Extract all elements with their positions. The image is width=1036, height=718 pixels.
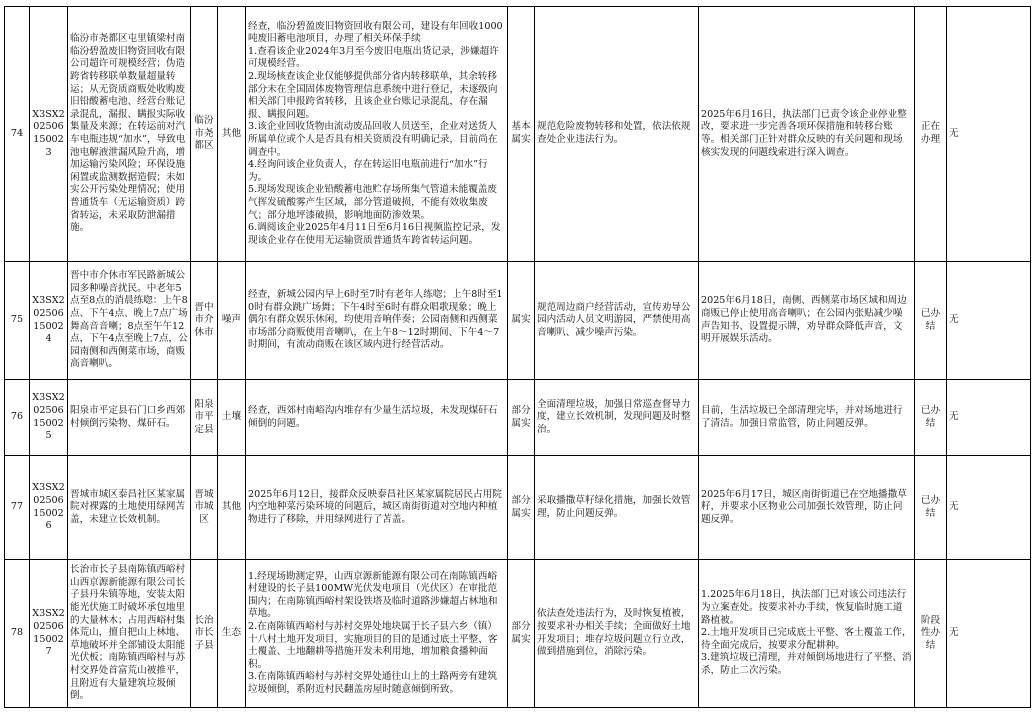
accountability: 无: [947, 560, 1031, 708]
accountability: 无: [947, 7, 1031, 262]
complaint-content: 阳泉市平定县石门口乡西郊村倾倒污染物、煤矸石。: [68, 380, 191, 456]
administrative-region: 临汾市尧都区: [191, 7, 218, 262]
rectification-progress: 2025年6月17日，城区南街街道已在空地播撒草籽，并要求小区物业公司加强长效管理，防止问题反弹。: [699, 456, 915, 560]
case-code: X3SX2 02506 15002 6: [30, 456, 68, 560]
complaint-content: 长治市长子县南陈镇西峪村山西京源新能源有限公司长子县丹朱镇等地，安装太阳能光伏施工时破坏承包地里的大量林木；占用西峪村集体荒山，擅自把山上林地、草地破坏并全部铺设太阳能光伏板；南陈镇西峪村与苏村交界处首富荒山被推平，且附近有大量建筑垃圾倾倒。: [68, 560, 191, 708]
accountability: 无: [947, 456, 1031, 560]
handling-measures: 采取播撒草籽绿化措施，加强长效管理，防止问题反弹。: [535, 456, 699, 560]
investigation-findings: 1.经现场勘测定界，山西京源新能源有限公司在南陈镇西峪村建设的长子县100MW光伏发电项目（光伏区）在审批范围内；在南陈镇西峪村架设铁塔及临时道路涉嫌超占林地和草地。 2.在南陈镇西峪村与苏村交界处地块属于长子县六乡（镇）十八村土地开发项目，实施项目的目的是通过底土平整、客土覆盖、土地翻耕等措施开发未利用地，增加粮食播种面积。 3.在南陈镇西峪村与苏村交界处通往山上的土路两旁有建筑垃圾倾倒，系附近村民翻盖房屋时随意倾倒所致。: [246, 560, 508, 708]
administrative-region: 晋中市介休市: [191, 262, 218, 380]
investigation-findings: 2025年6月12日，接群众反映泰昌社区某家属院居民占用院内空地种菜污染环境的问题后，城区南街街道对空地内种植物进行了移除，并用绿网进行了苫盖。: [246, 456, 508, 560]
case-status: 已办结: [915, 380, 947, 456]
investigation-findings: 经查，新城公园内早上6时至7时有老年人练唿；上午8时至10时有群众跳广场舞；下午4时至6时有群众唱歌现象；晚上偶尔有群众娱乐休闲，均使用音响伴奏；公园南侧和西侧菜市场部分商贩使用音喇叭，在上午8～12时期间、下午4～7时期间，有流动商贩在该区域内进行经营活动。: [246, 262, 508, 380]
handling-measures: 规范周边商户经营活动，宣传劝导公园内活动人员文明游园，严禁使用高音喇叭、减少噪声污染。: [535, 262, 699, 380]
row-number: 76: [5, 380, 30, 456]
document-page: [4, 6, 1031, 708]
case-status: 已办结: [915, 456, 947, 560]
administrative-region: 长治市长子县: [191, 560, 218, 708]
verification-result: 属实: [508, 262, 535, 380]
verification-result: 基本属实: [508, 7, 535, 262]
case-status: 正在办理: [915, 7, 947, 262]
case-code: X3SX2 02506 15002 5: [30, 380, 68, 456]
case-status: 阶段性办结: [915, 560, 947, 708]
case-code: X3SX2 02506 15002 7: [30, 560, 68, 708]
pollution-type: 土壤: [218, 380, 246, 456]
investigation-findings: 经查，西郊村南峪沟内堆存有少量生活垃圾，未发现煤矸石倾倒的问题。: [246, 380, 508, 456]
table-row: [5, 456, 1031, 560]
pollution-type: 其他: [218, 456, 246, 560]
accountability: 无: [947, 262, 1031, 380]
complaint-content: 晋城市城区泰昌社区某家属院对裸露的土地使用绿网苫盖，未建立长效机制。: [68, 456, 191, 560]
supervision-table: [4, 6, 1031, 708]
administrative-region: 晋城市城区: [191, 456, 218, 560]
row-number: 74: [5, 7, 30, 262]
verification-result: 部分属实: [508, 560, 535, 708]
case-code: X3SX2 02506 15002 3: [30, 7, 68, 262]
administrative-region: 阳泉市平定县: [191, 380, 218, 456]
row-number: 75: [5, 262, 30, 380]
handling-measures: 规范危险废物转移和处置，依法依规查处企业违法行为。: [535, 7, 699, 262]
accountability: 无: [947, 380, 1031, 456]
table-body: [5, 7, 1031, 708]
table-row: [5, 560, 1031, 708]
row-number: 78: [5, 560, 30, 708]
handling-measures: 全面清理垃圾，加强日常巡查督导力度，建立长效机制，发现问题及时整治。: [535, 380, 699, 456]
table-row: [5, 7, 1031, 262]
handling-measures: 依法查处违法行为，及时恢复植被，按要求补办相关手续；全面做好土地开发项目；堆存垃圾问题立行立改，做到措施到位，消除污染。: [535, 560, 699, 708]
complaint-content: 晋中市介休市军民路新城公园多种噪音扰民。中老年5点至8点的消晨练唿：上午8点、下午4点、晚上7点广场舞高音音喇；8点至午午12点，下午4点至晚上7点，公园南侧和西侧菜市场，商贩高音喇叭。: [68, 262, 191, 380]
pollution-type: 生态: [218, 560, 246, 708]
table-row: [5, 262, 1031, 380]
rectification-progress: 2025年6月16日，执法部门已责令该企业停业整改，要求进一步完善各项环保措施和转移台账等。相关部门正针对群众反映的有关问题和现场核实发现的问题线索进行深入调查。: [699, 7, 915, 262]
table-row: [5, 380, 1031, 456]
verification-result: 部分属实: [508, 380, 535, 456]
rectification-progress: 1.2025年6月18日，执法部门已对该公司违法行为立案查处。按要求补办手续，恢复临时施工道路植被。 2.土地开发项目已完成底土平整、客土覆盖工作，待全面完成后，按要求分配耕种。 3.建筑垃圾已清理，并对倾倒场地进行了平整、消杀，防止二次污染。: [699, 560, 915, 708]
investigation-findings: 经查，临汾碧盈废旧物资回收有限公司，建设有年回收1000吨废旧蓄电池项目，办理了相关环保手续 1.查看该企业2024年3月至今废旧电瓶出货记录，涉嫌超许可规模经营。 2.现场核查该企业仅能够提供部分省内转移联单，其余转移部分未在全国固体废物管理信息系统中进行登记，未逐级向相关部门申报跨省转移，且该企业台账记录混乱，存在漏报、瞒报问题。 3.该企业回收货物由流动废品回收人员送至，企业对送货人所属单位或个人是否具有相关资质没有明确记录，目前尚在调查中。 4.经询问该企业负责人，存在转运旧电瓶前进行“加水”行为。 5.现场发现该企业铅酸蓄电池贮存场所集气管道未能覆盖废气挥发硫酸雾产生区域，部分管道破损，不能有效收集废气；部分地坪漆破损，影响地面防渗效果。 6.调阅该企业2025年4月11日至6月16日视频监控记录，发现该企业存在使用无运输资质普通货车跨省转运问题。: [246, 7, 508, 262]
rectification-progress: 2025年6月18日，南侧、西侧菜市场区域和周边商贩已停止使用高音喇叭；在公园内张贴减少噪声告知书、设置提示牌，劝导群众降低声音，文明开展娱乐活动。: [699, 262, 915, 380]
pollution-type: 噪声: [218, 262, 246, 380]
complaint-content: 临汾市尧都区屯里镇梁村南临汾碧盈废旧物资回收有限公司超许可规模经营；伪造跨省转移联单数量超量转运；从无资质商贩处收购废旧铅酸蓄电池、经营台账记录混乱，漏报、瞒报实际收集量及来源；在转运前对汽车电瓶违规“加水”，导致电池电解液泄漏风险升高，增加运输污染风险；环保设施闲置或监测数据造假；未如实公开污染处理情况；使用普通货车（无运输资质）跨省转运，未采取防泄漏措施。: [68, 7, 191, 262]
case-status: 已办结: [915, 262, 947, 380]
rectification-progress: 目前，生活垃圾已全部清理完毕，并对场地进行了清洁。加强日常监管，防止问题反弹。: [699, 380, 915, 456]
case-code: X3SX2 02506 15002 4: [30, 262, 68, 380]
row-number: 77: [5, 456, 30, 560]
pollution-type: 其他: [218, 7, 246, 262]
verification-result: 部分属实: [508, 456, 535, 560]
